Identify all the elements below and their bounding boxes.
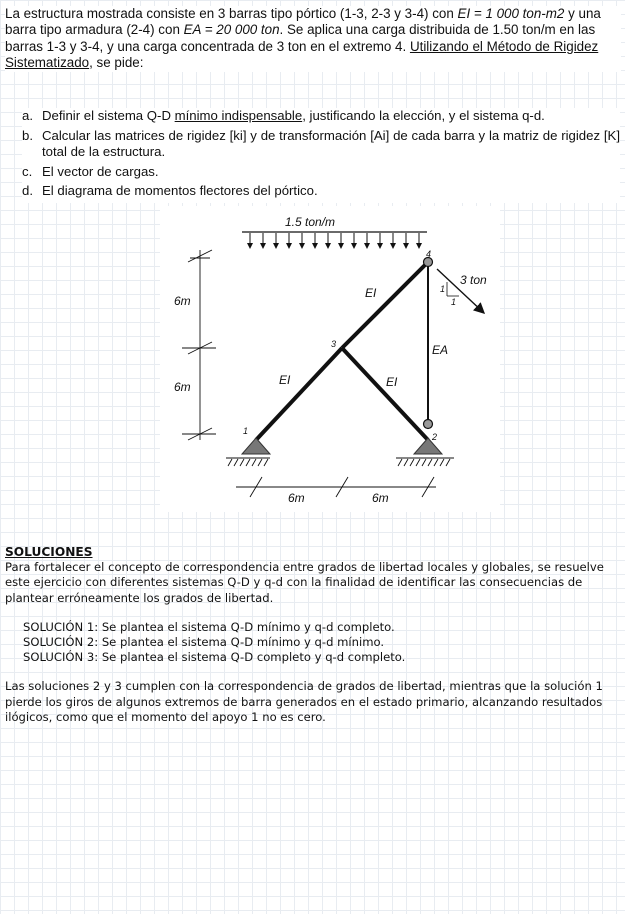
slope-horizontal-label: 1	[451, 297, 457, 307]
intro-text-c: . Se aplica una carga distribuida de 1.50 ton/m en las barras 1-3 y 3-4, y una carga concentrada de 3 ton en el extremo 4.	[5, 22, 596, 54]
node-3-label: 3	[331, 339, 337, 349]
intro-text-d: , se pide:	[89, 55, 144, 71]
task-text: Definir el sistema Q-D mínimo indispensable, justificando la elección, y el sistema q-d.	[42, 108, 545, 123]
frame-structure-diagram	[160, 206, 500, 512]
member-ei-upper-label: EI	[365, 286, 377, 300]
node-2-label: 2	[432, 432, 438, 442]
solutions-conclusion: Las soluciones 2 y 3 cumplen con la correspondencia de grados de libertad, mientras que la solución 1 pierde los giros de algunos extremos de barra generados en el estado primario, alcanzando resultados ilógicos, como que el momento del apoyo 1 no es cero.	[5, 679, 603, 724]
height-bottom-label: 6m	[174, 380, 191, 394]
member-ei-left-label: EI	[279, 373, 291, 387]
task-item-d	[22, 183, 620, 200]
task-item-c	[22, 164, 620, 181]
member-ea-label: EA	[432, 343, 449, 357]
solution-item-1: SOLUCIÓN 1: Se plantea el sistema Q-D mínimo y q-d completo.	[23, 619, 395, 634]
method-name: Utilizando el Método de Rigidez Sistematizado	[5, 38, 599, 71]
node-1-label: 1	[243, 426, 249, 436]
member-3-4	[342, 262, 428, 348]
task-item-b	[22, 128, 620, 161]
distributed-load	[242, 232, 427, 248]
solutions-title: SOLUCIONES	[5, 545, 93, 559]
solution-item-2: SOLUCIÓN 2: Se plantea el sistema Q-D mínimo y q-d mínimo.	[23, 635, 385, 650]
task-letter: d.	[22, 183, 33, 199]
ea-equation: EA = 20 000 ton	[183, 22, 280, 38]
intro-text-a: La estructura mostrada consiste en 3 barras tipo pórtico (1-3, 2-3 y 3-4) con	[5, 6, 458, 21]
support-2	[396, 438, 454, 466]
load-label: 1.5 ton/m	[285, 215, 336, 229]
height-dimension	[182, 250, 216, 440]
task-letter: c.	[22, 163, 33, 179]
width-dimension	[236, 477, 436, 497]
task-letter: b.	[22, 127, 33, 143]
member-2-3	[342, 348, 428, 440]
solutions-section	[5, 545, 605, 725]
task-list	[22, 108, 620, 203]
intro-text-b: y una barra tipo armadura (2-4) con	[5, 6, 601, 38]
member-ei-right-label: EI	[386, 375, 398, 389]
ei-equation: EI = 1 000 ton-m2	[457, 6, 565, 21]
task-item-a	[22, 108, 620, 125]
problem-statement	[5, 6, 621, 72]
task-text: El vector de cargas.	[42, 163, 159, 179]
task-text: Calcular las matrices de rigidez [ki] y de transformación [Ai] de cada barra y la matriz de rigidez [K] total de la estructura.	[42, 127, 620, 160]
slope-vertical-label: 1	[440, 284, 446, 294]
member-1-3	[256, 348, 342, 440]
hinge-2	[424, 420, 433, 429]
height-top-label: 6m	[174, 294, 191, 308]
support-1	[226, 438, 270, 466]
solutions-list	[23, 620, 605, 666]
width-right-label: 6m	[372, 491, 389, 505]
width-left-label: 6m	[288, 491, 305, 505]
task-letter: a.	[22, 108, 33, 123]
node-4-label: 4	[426, 249, 432, 259]
point-load-label: 3 ton	[460, 273, 487, 287]
solutions-intro: Para fortalecer el concepto de correspondencia entre grados de libertad locales y globales, se resuelve este ejercicio con diferentes sistemas Q-D y q-d con la finalidad de identificar las consecuencias de plantear erróneamente los grados de libertad.	[5, 560, 604, 605]
solution-item-3: SOLUCIÓN 3: Se plantea el sistema Q-D completo y q-d completo.	[23, 650, 406, 665]
task-text: El diagrama de momentos flectores del pórtico.	[42, 183, 318, 199]
